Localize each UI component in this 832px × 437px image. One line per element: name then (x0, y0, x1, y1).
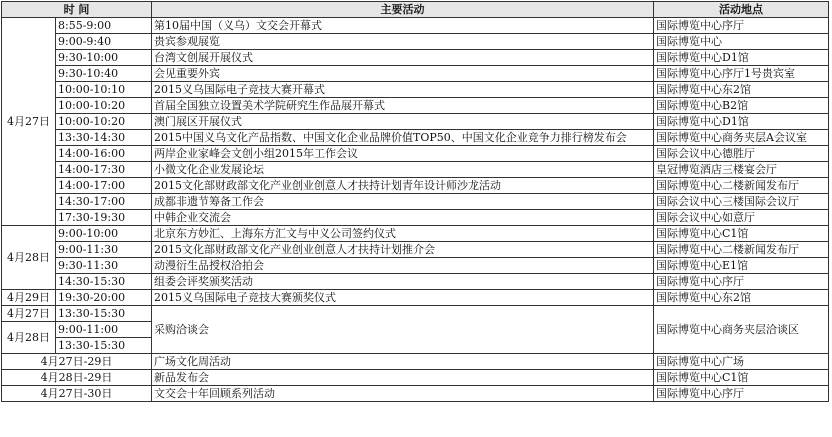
location-cell: 国际博览中心序厅 (654, 274, 829, 290)
activity-cell: 采购洽谈会 (152, 306, 654, 354)
location-cell: 国际博览中心序厅1号贵宾室 (654, 66, 829, 82)
table-row (2, 50, 829, 66)
location-cell: 国际会议中心德胜厅 (654, 146, 829, 162)
table-row (2, 130, 829, 146)
location-cell: 皇冠博览酒店三楼宴会厅 (654, 162, 829, 178)
table-row (2, 66, 829, 82)
table-row (2, 82, 829, 98)
header-activity: 主要活动 (152, 2, 654, 18)
activity-cell: 2015文化部财政部文化产业创业创意人才扶持计划推介会 (152, 242, 654, 258)
table-row (2, 258, 829, 274)
time-cell: 14:30-17:00 (56, 194, 152, 210)
location-cell: 国际博览中心C1馆 (654, 226, 829, 242)
time-cell: 8:55-9:00 (56, 18, 152, 34)
activity-cell: 2015文化部财政部文化产业创业创意人才扶持计划青年设计师沙龙活动 (152, 178, 654, 194)
location-cell: 国际博览中心序厅 (654, 18, 829, 34)
location-cell: 国际博览中心商务夹层洽谈区 (654, 306, 829, 354)
header-location: 活动地点 (654, 2, 829, 18)
location-cell: 国际博览中心C1馆 (654, 370, 829, 386)
activity-cell: 2015中国义乌文化产品指数、中国文化企业品牌价值TOP50、中国文化企业竞争力排行榜发布会 (152, 130, 654, 146)
activity-cell: 会见重要外宾 (152, 66, 654, 82)
time-cell: 9:00-10:00 (56, 226, 152, 242)
date-cell: 4月27日-30日 (2, 386, 152, 402)
table-row (2, 274, 829, 290)
table-row (2, 370, 829, 386)
schedule-body (2, 18, 829, 402)
location-cell: 国际博览中心二楼新闻发布厅 (654, 178, 829, 194)
location-cell: 国际会议中心三楼国际会议厅 (654, 194, 829, 210)
location-cell: 国际博览中心 (654, 34, 829, 50)
table-row (2, 162, 829, 178)
activity-cell: 2015义乌国际电子竞技大赛开幕式 (152, 82, 654, 98)
table-row (2, 178, 829, 194)
table-row (2, 242, 829, 258)
time-cell: 9:00-11:30 (56, 242, 152, 258)
table-row (2, 354, 829, 370)
date-cell: 4月28日 (2, 226, 56, 290)
table-row (2, 386, 829, 402)
location-cell: 国际博览中心二楼新闻发布厅 (654, 242, 829, 258)
time-cell: 9:30-10:00 (56, 50, 152, 66)
time-cell: 13:30-14:30 (56, 130, 152, 146)
time-cell: 19:30-20:00 (56, 290, 152, 306)
date-cell: 4月28日-29日 (2, 370, 152, 386)
location-cell: 国际会议中心如意厅 (654, 210, 829, 226)
location-cell: 国际博览中心D1馆 (654, 50, 829, 66)
location-cell: 国际博览中心序厅 (654, 386, 829, 402)
location-cell: 国际博览中心D1馆 (654, 114, 829, 130)
activity-cell: 澳门展区开展仪式 (152, 114, 654, 130)
time-cell: 13:30-15:30 (56, 306, 152, 322)
time-cell: 10:00-10:20 (56, 114, 152, 130)
schedule-table (1, 1, 829, 402)
location-cell: 国际博览中心东2馆 (654, 82, 829, 98)
table-row (2, 194, 829, 210)
activity-cell: 台湾文创展开展仪式 (152, 50, 654, 66)
date-cell: 4月29日 (2, 290, 56, 306)
activity-cell: 2015义乌国际电子竞技大赛颁奖仪式 (152, 290, 654, 306)
activity-cell: 成都非遗节筹备工作会 (152, 194, 654, 210)
location-cell: 国际博览中心商务夹层A会议室 (654, 130, 829, 146)
activity-cell: 中韩企业交流会 (152, 210, 654, 226)
time-cell: 9:30-11:30 (56, 258, 152, 274)
time-cell: 13:30-15:30 (56, 338, 152, 354)
time-cell: 9:00-11:00 (56, 322, 152, 338)
header-row (2, 2, 829, 18)
time-cell: 14:00-17:30 (56, 162, 152, 178)
table-row (2, 146, 829, 162)
date-cell: 4月27日 (2, 18, 56, 226)
activity-cell: 小微文化企业发展论坛 (152, 162, 654, 178)
date-cell: 4月28日 (2, 322, 56, 354)
table-row (2, 34, 829, 50)
time-cell: 9:30-10:40 (56, 66, 152, 82)
activity-cell: 广场文化周活动 (152, 354, 654, 370)
time-cell: 14:00-17:00 (56, 178, 152, 194)
table-row (2, 226, 829, 242)
table-row (2, 18, 829, 34)
time-cell: 9:00-9:40 (56, 34, 152, 50)
date-cell: 4月27日 (2, 306, 56, 322)
time-cell: 10:00-10:20 (56, 98, 152, 114)
activity-cell: 两岸企业家峰会文创小组2015年工作会议 (152, 146, 654, 162)
time-cell: 10:00-10:10 (56, 82, 152, 98)
activity-cell: 文交会十年回顾系列活动 (152, 386, 654, 402)
table-row (2, 98, 829, 114)
header-time: 时 间 (2, 2, 152, 18)
activity-cell: 组委会评奖颁奖活动 (152, 274, 654, 290)
location-cell: 国际博览中心E1馆 (654, 258, 829, 274)
activity-cell: 北京东方妙汇、上海东方汇文与中义公司签约仪式 (152, 226, 654, 242)
date-cell: 4月27日-29日 (2, 354, 152, 370)
table-row (2, 290, 829, 306)
table-row (2, 114, 829, 130)
table-row (2, 210, 829, 226)
time-cell: 17:30-19:30 (56, 210, 152, 226)
activity-cell: 首届全国独立设置美术学院研究生作品展开幕式 (152, 98, 654, 114)
time-cell: 14:30-15:30 (56, 274, 152, 290)
activity-cell: 动漫衍生品授权洽拍会 (152, 258, 654, 274)
time-cell: 14:00-16:00 (56, 146, 152, 162)
location-cell: 国际博览中心B2馆 (654, 98, 829, 114)
table-row (2, 306, 829, 322)
activity-cell: 贵宾参观展览 (152, 34, 654, 50)
location-cell: 国际博览中心广场 (654, 354, 829, 370)
activity-cell: 第10届中国（义乌）文交会开幕式 (152, 18, 654, 34)
location-cell: 国际博览中心东2馆 (654, 290, 829, 306)
activity-cell: 新品发布会 (152, 370, 654, 386)
